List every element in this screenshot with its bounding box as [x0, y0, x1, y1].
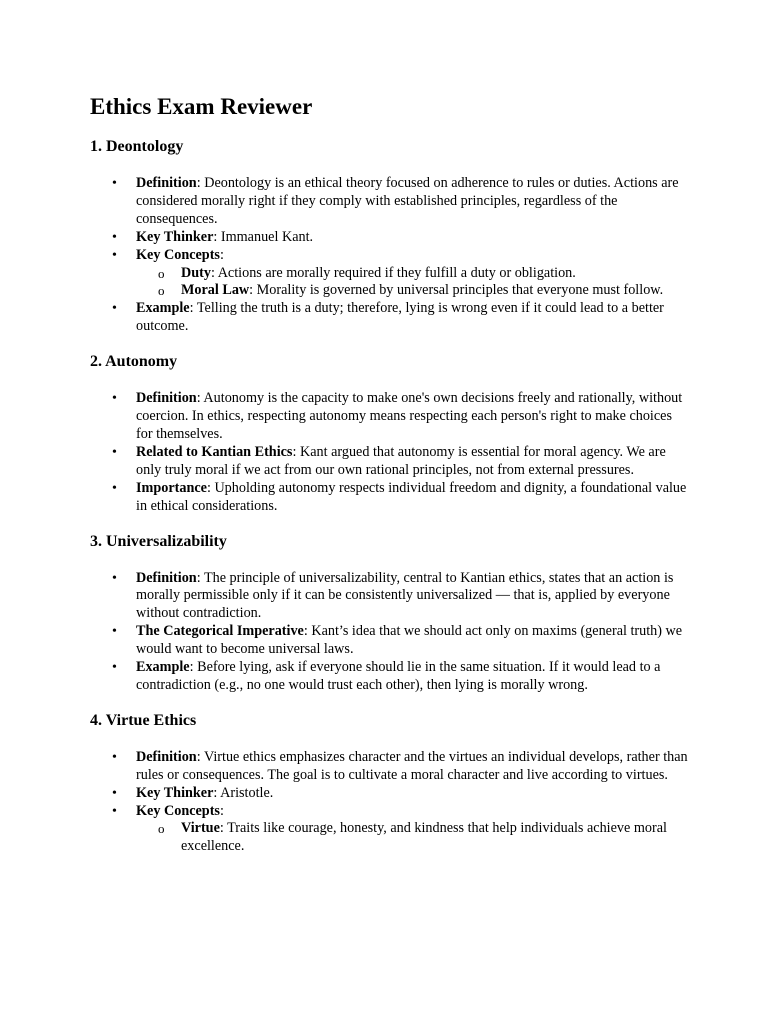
sub-list	[136, 265, 690, 301]
item-text: Before lying, ask if everyone should lie in the same situation. If it would lead to a contradiction (e.g., no one would trust each other), then lying is morally wrong.	[136, 659, 661, 693]
item-label: Key Concepts	[136, 246, 220, 263]
bullet-list	[90, 570, 690, 695]
list-item: • Definition: Autonomy is the capacity to make one's own decisions freely and rationally, without coercion. In ethics, respecting autonomy means respecting each person's right to make choices for themselves.	[136, 390, 690, 444]
item-label: Key Thinker	[136, 784, 214, 801]
item-label: Duty	[181, 264, 211, 281]
item-text: Morality is governed by universal principles that everyone must follow.	[256, 282, 664, 299]
list-item: • Definition: Virtue ethics emphasizes character and the virtues an individual develops, rather than rules or consequences. The goal is to cultivate a moral character and live according to virtues.	[136, 749, 690, 785]
list-item: • Related to Kantian Ethics: Kant argued that autonomy is essential for moral agency. We are only truly moral if we act from our own rational principles, not from external pressures.	[136, 444, 690, 480]
item-label: Definition	[136, 390, 197, 407]
item-text: Deontology is an ethical theory focused on adherence to rules or duties. Actions are considered morally right if they comply with established principles, regardless of the consequences.	[136, 175, 679, 227]
item-label: Example	[136, 300, 190, 317]
item-text: Upholding autonomy respects individual freedom and dignity, a foundational value in ethical considerations.	[136, 479, 687, 514]
section-autonomy	[90, 352, 690, 515]
item-text: Actions are morally required if they fulfill a duty or obligation.	[217, 264, 576, 281]
item-text: Immanuel Kant.	[220, 228, 314, 245]
sub-list-item: o Moral Law: Morality is governed by universal principles that everyone must follow.	[181, 282, 690, 300]
bullet-list	[90, 749, 690, 856]
list-item: • Key Thinker: Immanuel Kant.	[136, 229, 690, 247]
section-heading: 2. Autonomy	[90, 353, 178, 371]
item-text: Aristotle.	[220, 784, 274, 801]
item-label: The Categorical Imperative	[136, 623, 304, 640]
bullet-list	[90, 175, 690, 336]
item-label: Key Thinker	[136, 228, 214, 245]
item-label: Related to Kantian Ethics	[136, 443, 293, 460]
bullet-list	[90, 390, 690, 515]
sub-list	[136, 820, 690, 856]
item-text: Autonomy is the capacity to make one's own decisions freely and rationally, without coercion. In ethics, respecting autonomy means respecting each person's right to make choices for themselves.	[136, 390, 683, 442]
item-text: Kant’s idea that we should act only on maxims (general truth) we would want to become universal laws.	[136, 623, 683, 658]
sub-list-item: o Virtue: Traits like courage, honesty, and kindness that help individuals achieve moral excellence.	[181, 820, 690, 856]
item-label: Definition	[136, 569, 197, 586]
list-item: • Example: Telling the truth is a duty; therefore, lying is wrong even if it could lead to a better outcome.	[136, 300, 690, 336]
list-item: • Importance: Upholding autonomy respects individual freedom and dignity, a foundational value in ethical considerations.	[136, 480, 690, 516]
list-item: • Key Concepts: o Virtue: Traits like courage, honesty, and kindness that help individuals achieve moral excellence.	[136, 803, 690, 857]
section-heading: 1. Deontology	[90, 138, 184, 155]
list-item: • Definition: The principle of universalizability, central to Kantian ethics, states that an action is morally permissible only if it can be consistently universalized — that is, applied by everyone without contradiction.	[136, 570, 690, 624]
item-label: Example	[136, 659, 190, 676]
item-label: Virtue	[181, 820, 220, 837]
item-label: Importance	[136, 479, 207, 496]
list-item: • Key Concepts: o Duty: Actions are morally required if they fulfill a duty or obligation. o Moral Law: Morality is governed by universal principles that everyone must follow.	[136, 247, 690, 301]
section-heading: 3. Universalizability	[90, 532, 227, 550]
item-label: Definition	[136, 748, 197, 765]
page-title: Ethics Exam Reviewer	[90, 94, 313, 119]
item-label: Definition	[136, 175, 197, 191]
item-text: Telling the truth is a duty; therefore, lying is wrong even if it could lead to a better outcome.	[136, 300, 664, 335]
document	[90, 93, 690, 872]
list-item: • Key Thinker: Aristotle.	[136, 785, 690, 803]
item-text: The principle of universalizability, central to Kantian ethics, states that an action is morally permissible only if it can be consistently universalized — that is, applied by everyone without contradiction.	[136, 569, 674, 622]
list-item: • Definition: Deontology is an ethical theory focused on adherence to rules or duties. Actions are considered morally right if they comply with established principles, regardless of the consequences.	[136, 175, 690, 229]
item-text: Virtue ethics emphasizes character and the virtues an individual develops, rather than rules or consequences. The goal is to cultivate a moral character and live according to virtues.	[136, 748, 688, 783]
item-label: Moral Law	[181, 282, 250, 299]
list-item: • The Categorical Imperative: Kant’s idea that we should act only on maxims (general truth) we would want to become universal laws.	[136, 623, 690, 659]
item-text: Kant argued that autonomy is essential for moral agency. We are only truly moral if we act from our own rational principles, not from external pressures.	[136, 443, 666, 478]
list-item: • Example: Before lying, ask if everyone should lie in the same situation. If it would lead to a contradiction (e.g., no one would trust each other), then lying is morally wrong.	[136, 659, 690, 695]
item-label: Key Concepts	[136, 802, 220, 819]
section-universalizability	[90, 532, 690, 695]
section-heading: 4. Virtue Ethics	[90, 711, 197, 729]
sub-list-item: o Duty: Actions are morally required if they fulfill a duty or obligation.	[181, 265, 690, 283]
section-virtue-ethics	[90, 711, 690, 856]
item-text: Traits like courage, honesty, and kindness that help individuals achieve moral excellence.	[181, 820, 667, 855]
section-deontology	[90, 137, 690, 336]
